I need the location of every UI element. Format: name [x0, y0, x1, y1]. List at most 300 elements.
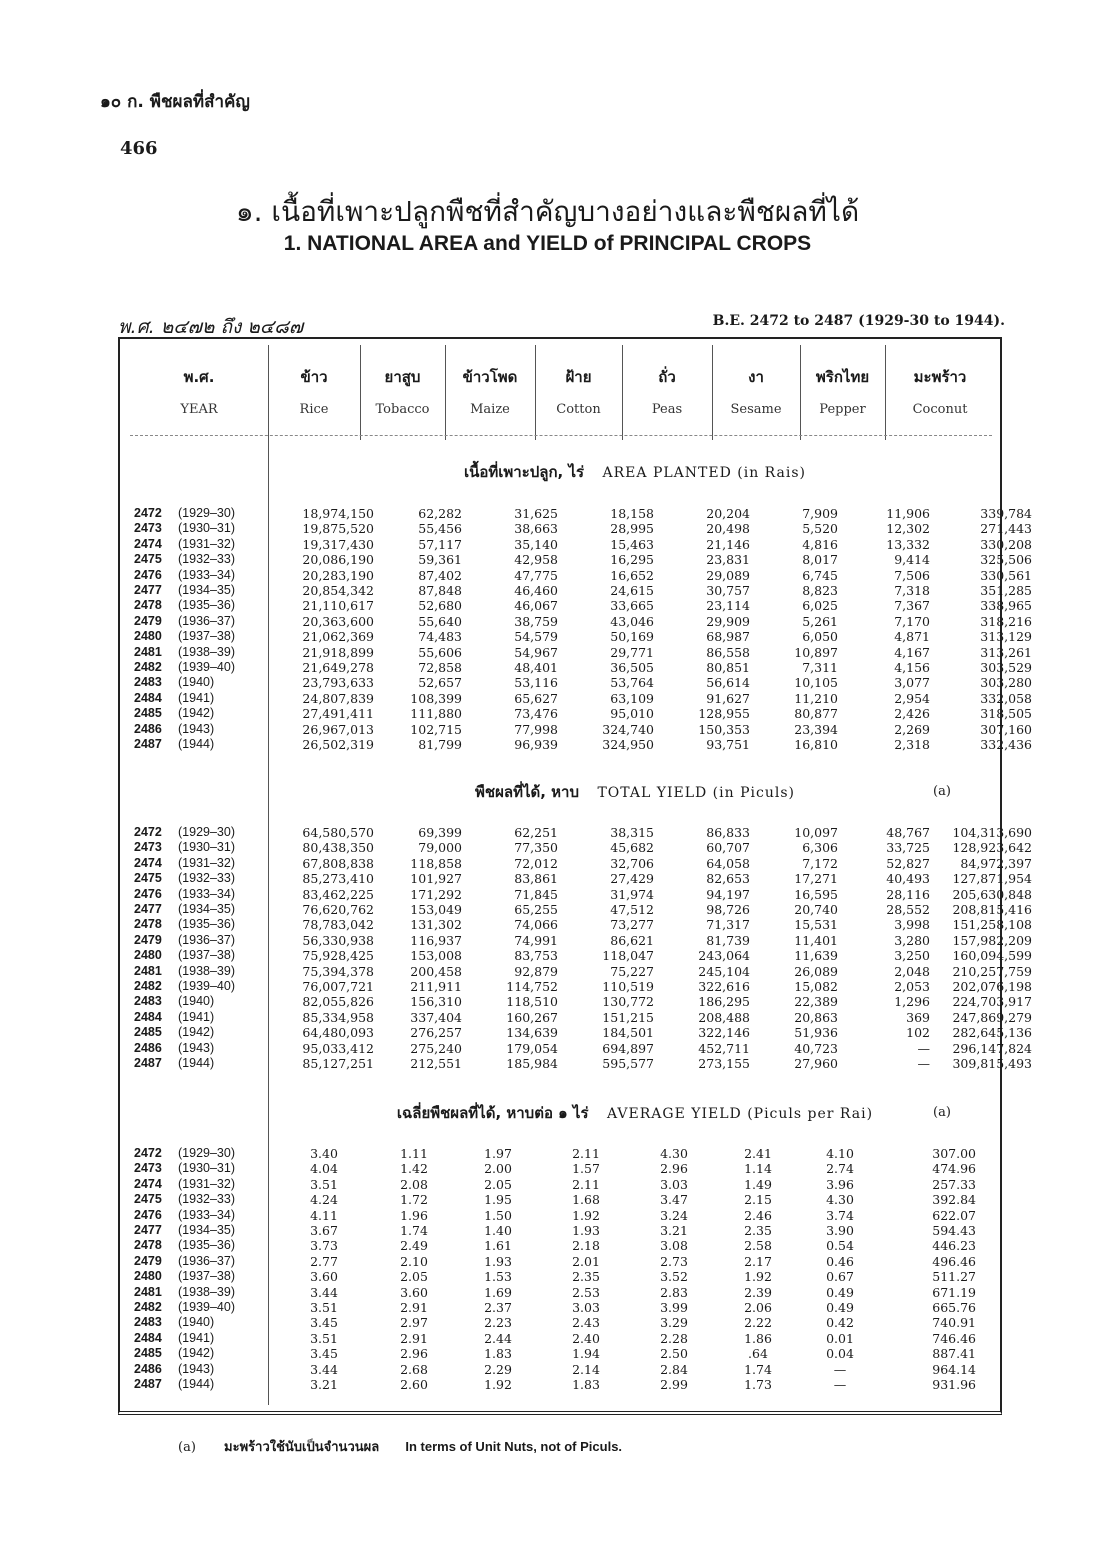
cell-peas: 3.99: [660, 1300, 688, 1316]
cell-peas: 21,146: [706, 536, 750, 552]
cell-tobacco: 2.05: [400, 1269, 428, 1285]
section-heading-english: TOTAL YIELD (in Piculs): [597, 785, 795, 801]
cell-maize: 74,991: [514, 932, 558, 948]
year-be: 2473: [134, 521, 162, 536]
year-be: 2481: [134, 1284, 162, 1299]
cell-tobacco: 101,927: [410, 871, 462, 887]
cell-maize: 1.69: [484, 1284, 512, 1300]
cell-maize: 118,510: [506, 994, 558, 1010]
cell-sesame: 1.14: [744, 1161, 772, 1177]
cell-peas: 3.47: [660, 1192, 688, 1208]
table-row: [130, 994, 1040, 1009]
footnote-thai: มะพร้าวใช้นับเป็นจำนวนผล: [224, 1440, 380, 1455]
year-ad: (1941): [178, 1330, 215, 1345]
cell-rice: 23,793,633: [302, 675, 374, 691]
cell-maize: 1.40: [484, 1223, 512, 1239]
cell-rice: 3.51: [310, 1300, 338, 1316]
col-header-pepper-thai: พริกไทย: [815, 368, 870, 386]
table-row: [130, 1223, 986, 1238]
cell-maize: 77,350: [514, 840, 558, 856]
cell-pepper: 11,906: [886, 506, 930, 521]
section-heading-thai: เฉลี่ยพืชผลที่ได้, หาบต่อ ๑ ไร่: [396, 1104, 589, 1122]
cell-peas: 2.28: [660, 1330, 688, 1346]
cell-coconut: 887.41: [932, 1346, 976, 1362]
cell-cotton: 63,109: [610, 690, 654, 706]
cell-peas: 4.30: [660, 1146, 688, 1161]
cell-tobacco: 2.96: [400, 1346, 428, 1362]
cell-sesame: .64: [748, 1346, 768, 1362]
year-ad: (1942): [178, 1025, 215, 1040]
cell-cotton: 28,995: [610, 521, 654, 537]
year-ad: (1932–33): [178, 1192, 235, 1207]
cell-peas: 82,653: [706, 871, 750, 887]
cell-pepper: 3.74: [826, 1207, 854, 1223]
cell-tobacco: 200,458: [410, 963, 462, 979]
table-row: [130, 1346, 986, 1361]
table-row: [130, 1161, 986, 1176]
cell-pepper: 28,552: [886, 902, 930, 918]
table-row: [130, 706, 1040, 721]
cell-maize: 2.44: [484, 1330, 512, 1346]
year-ad: (1934–35): [178, 902, 235, 917]
cell-cotton: 2.11: [572, 1176, 600, 1192]
table-row: [130, 1269, 986, 1284]
table-row: [130, 825, 1040, 840]
table-row: [130, 964, 1040, 979]
cell-coconut: 205,630,848: [952, 886, 1032, 902]
cell-sesame: 20,740: [794, 902, 838, 918]
cell-peas: 20,204: [706, 506, 750, 521]
col-header-rice: Rice: [299, 402, 329, 417]
cell-cotton: 1.68: [572, 1192, 600, 1208]
table-row: [130, 979, 1040, 994]
table-row: [130, 598, 1040, 613]
cell-peas: 64,058: [706, 855, 750, 871]
cell-coconut: 594.43: [932, 1223, 976, 1239]
cell-coconut: 332,058: [980, 690, 1032, 706]
cell-coconut: 84,972,397: [960, 855, 1032, 871]
cell-maize: 1.50: [484, 1207, 512, 1223]
cell-pepper: 0.46: [826, 1253, 854, 1269]
cell-sesame: 80,877: [794, 706, 838, 722]
cell-rice: 56,330,938: [302, 932, 374, 948]
cell-cotton: 1.83: [572, 1377, 600, 1393]
year-be: 2483: [134, 1315, 162, 1330]
cell-maize: 73,476: [514, 706, 558, 722]
cell-cotton: 1.92: [572, 1207, 600, 1223]
cell-pepper: 0.67: [826, 1269, 854, 1285]
cell-cotton: 31,974: [610, 886, 654, 902]
cell-maize: 1.97: [484, 1146, 512, 1161]
cell-rice: 21,649,278: [302, 660, 374, 676]
year-ad: (1943): [178, 721, 215, 736]
cell-coconut: 740.91: [932, 1315, 976, 1331]
table-row: [130, 1285, 986, 1300]
cell-cotton: 2.53: [572, 1284, 600, 1300]
cell-tobacco: 87,402: [418, 567, 462, 583]
cell-coconut: 307,160: [980, 721, 1032, 737]
cell-coconut: 474.96: [932, 1161, 976, 1177]
cell-tobacco: 2.10: [400, 1253, 428, 1269]
cell-peas: 3.29: [660, 1315, 688, 1331]
year-be: 2480: [134, 629, 162, 644]
cell-pepper: 3,998: [894, 917, 930, 933]
cell-tobacco: 87,848: [418, 583, 462, 599]
cell-coconut: 210,257,759: [952, 963, 1032, 979]
year-ad: (1929–30): [178, 1146, 235, 1160]
cell-cotton: 2.14: [572, 1361, 600, 1377]
cell-maize: 1.92: [484, 1377, 512, 1393]
cell-sesame: 26,089: [794, 963, 838, 979]
cell-coconut: 160,094,599: [952, 948, 1032, 964]
cell-sesame: 6,745: [802, 567, 838, 583]
cell-peas: 2.73: [660, 1253, 688, 1269]
cell-coconut: 151,258,108: [952, 917, 1032, 933]
column-divider: [712, 345, 713, 440]
col-header-year-thai: พ.ศ.: [183, 368, 215, 386]
year-be: 2486: [134, 721, 162, 736]
cell-rice: 26,502,319: [302, 737, 374, 753]
cell-pepper: 0.49: [826, 1284, 854, 1300]
year-be: 2481: [134, 963, 162, 978]
cell-tobacco: 337,404: [410, 1009, 462, 1025]
column-divider: [800, 345, 801, 440]
year-ad: (1935–36): [178, 917, 235, 932]
cell-rice: 67,808,838: [302, 855, 374, 871]
cell-cotton: 2.11: [572, 1146, 600, 1161]
year-be: 2487: [134, 737, 162, 752]
year-be: 2472: [134, 1146, 162, 1160]
table-row: [130, 506, 1040, 521]
footnote: [178, 1436, 622, 1457]
cell-coconut: 128,923,642: [952, 840, 1032, 856]
cell-cotton: 53,764: [610, 675, 654, 691]
cell-coconut: 307.00: [932, 1146, 976, 1161]
cell-maize: 160,267: [506, 1009, 558, 1025]
cell-pepper: 2,954: [894, 690, 930, 706]
table-row: [130, 1254, 986, 1269]
cell-maize: 54,579: [514, 629, 558, 645]
year-be: 2474: [134, 1176, 162, 1191]
table-row: [130, 1362, 986, 1377]
cell-peas: 3.24: [660, 1207, 688, 1223]
area-planted-table: [130, 506, 1040, 753]
column-divider: [445, 345, 446, 440]
cell-maize: 2.37: [484, 1300, 512, 1316]
year-ad: (1940): [178, 1315, 215, 1330]
cell-rice: 21,062,369: [302, 629, 374, 645]
cell-peas: 81,739: [706, 932, 750, 948]
cell-cotton: 1.93: [572, 1223, 600, 1239]
cell-pepper: 7,506: [894, 567, 930, 583]
cell-cotton: 45,682: [610, 840, 654, 856]
section-heading-total-yield: [270, 780, 1000, 804]
cell-maize: 35,140: [514, 536, 558, 552]
cell-cotton: 29,771: [610, 644, 654, 660]
cell-coconut: 338,965: [980, 598, 1032, 614]
period-thai: พ.ศ. ๒๔๗๒ ถึง ๒๔๘๗: [118, 316, 304, 338]
period-english: B.E. 2472 to 2487 (1929-30 to 1944).: [712, 313, 1005, 329]
cell-rice: 78,783,042: [302, 917, 374, 933]
column-divider: [885, 345, 886, 440]
cell-cotton: 2.01: [572, 1253, 600, 1269]
cell-peas: 80,851: [706, 660, 750, 676]
year-be: 2474: [134, 855, 162, 870]
year-be: 2485: [134, 1025, 162, 1040]
cell-sesame: 16,810: [794, 737, 838, 753]
cell-maize: 46,460: [514, 583, 558, 599]
cell-sesame: 2.22: [744, 1315, 772, 1331]
cell-rice: 95,033,412: [302, 1040, 374, 1056]
cell-sesame: 2.15: [744, 1192, 772, 1208]
cell-rice: 76,007,721: [302, 979, 374, 995]
table-row: [130, 537, 1040, 552]
cell-coconut: 282,645,136: [952, 1025, 1032, 1041]
year-ad: (1942): [178, 706, 215, 721]
cell-peas: 86,833: [706, 825, 750, 840]
cell-peas: 86,558: [706, 644, 750, 660]
cell-pepper: 4,167: [894, 644, 930, 660]
cell-rice: 20,363,600: [302, 613, 374, 629]
table-row: [130, 614, 1040, 629]
cell-tobacco: 2.91: [400, 1300, 428, 1316]
year-be: 2473: [134, 1161, 162, 1176]
cell-peas: 98,726: [706, 902, 750, 918]
column-divider: [622, 345, 623, 440]
cell-peas: 128,955: [698, 706, 750, 722]
cell-tobacco: 74,483: [418, 629, 462, 645]
cell-cotton: 2.18: [572, 1238, 600, 1254]
cell-maize: 92,879: [514, 963, 558, 979]
year-be: 2472: [134, 506, 162, 520]
cell-maize: 2.23: [484, 1315, 512, 1331]
cell-maize: 2.00: [484, 1161, 512, 1177]
cell-tobacco: 52,680: [418, 598, 462, 614]
cell-cotton: 130,772: [602, 994, 654, 1010]
cell-pepper: 48,767: [886, 825, 930, 840]
cell-coconut: 104,313,690: [952, 825, 1032, 840]
cell-maize: 65,255: [514, 902, 558, 918]
cell-peas: 3.08: [660, 1238, 688, 1254]
table-row: [130, 1177, 986, 1192]
year-ad: (1943): [178, 1361, 215, 1376]
cell-coconut: 313,129: [980, 629, 1032, 645]
cell-sesame: 2.06: [744, 1300, 772, 1316]
cell-rice: 83,462,225: [302, 886, 374, 902]
cell-pepper: 13,332: [886, 536, 930, 552]
cell-cotton: 3.03: [572, 1300, 600, 1316]
cell-maize: 114,752: [506, 979, 558, 995]
table-row: [130, 568, 1040, 583]
cell-pepper: 369: [906, 1009, 930, 1025]
cell-sesame: 6,306: [802, 840, 838, 856]
cell-tobacco: 81,799: [418, 737, 462, 753]
cell-rice: 82,055,826: [302, 994, 374, 1010]
year-be: 2472: [134, 825, 162, 839]
year-ad: (1937–38): [178, 629, 235, 644]
cell-sesame: 4,816: [802, 536, 838, 552]
col-header-peas: Peas: [651, 402, 683, 417]
cell-rice: 3.51: [310, 1330, 338, 1346]
cell-peas: 29,089: [706, 567, 750, 583]
cell-rice: 19,875,520: [302, 521, 374, 537]
year-be: 2485: [134, 706, 162, 721]
cell-rice: 3.40: [310, 1146, 338, 1161]
cell-rice: 76,620,762: [302, 902, 374, 918]
cell-peas: 94,197: [706, 886, 750, 902]
year-be: 2484: [134, 690, 162, 705]
cell-maize: 2.05: [484, 1176, 512, 1192]
cell-sesame: 11,639: [794, 948, 838, 964]
col-header-coconut-thai: มะพร้าว: [913, 368, 967, 386]
cell-rice: 20,283,190: [302, 567, 374, 583]
year-ad: (1932–33): [178, 552, 235, 567]
cell-coconut: 257.33: [932, 1176, 976, 1192]
cell-coconut: 392.84: [932, 1192, 976, 1208]
cell-maize: 77,998: [514, 721, 558, 737]
cell-maize: 46,067: [514, 598, 558, 614]
cell-pepper: 3,077: [894, 675, 930, 691]
year-ad: (1936–37): [178, 613, 235, 628]
year-ad: (1944): [178, 737, 215, 752]
cell-coconut: 671.19: [932, 1284, 976, 1300]
section-heading-area: [270, 460, 1000, 484]
cell-maize: 134,639: [506, 1025, 558, 1041]
year-ad: (1937–38): [178, 948, 235, 963]
cell-coconut: 351,285: [980, 583, 1032, 599]
year-ad: (1933–34): [178, 886, 235, 901]
cell-peas: 150,353: [698, 721, 750, 737]
cell-cotton: 16,652: [610, 567, 654, 583]
cell-peas: 23,114: [706, 598, 750, 614]
cell-pepper: 0.54: [826, 1238, 854, 1254]
year-be: 2482: [134, 660, 162, 675]
cell-tobacco: 79,000: [418, 840, 462, 856]
cell-maize: 65,627: [514, 690, 558, 706]
cell-sesame: 11,210: [794, 690, 838, 706]
year-ad: (1930–31): [178, 521, 235, 536]
cell-pepper: 4,871: [894, 629, 930, 645]
cell-rice: 3.44: [310, 1284, 338, 1300]
cell-maize: 2.29: [484, 1361, 512, 1377]
cell-cotton: 16,295: [610, 552, 654, 568]
cell-sesame: 8,823: [802, 583, 838, 599]
cell-peas: 2.83: [660, 1284, 688, 1300]
cell-cotton: 38,315: [610, 825, 654, 840]
year-ad: (1929–30): [178, 825, 235, 839]
section-code: ๑๐ ก. พืชผลที่สำคัญ: [100, 92, 250, 112]
table-row: [130, 1146, 986, 1161]
cell-rice: 4.11: [310, 1207, 338, 1223]
cell-rice: 20,086,190: [302, 552, 374, 568]
cell-coconut: 247,869,279: [952, 1009, 1032, 1025]
cell-coconut: 446.23: [932, 1238, 976, 1254]
year-be: 2487: [134, 1377, 162, 1392]
year-be: 2475: [134, 552, 162, 567]
cell-tobacco: 153,049: [410, 902, 462, 918]
cell-coconut: 127,871,954: [952, 871, 1032, 887]
table-row: [130, 1041, 1040, 1056]
year-ad: (1939–40): [178, 660, 235, 675]
year-ad: (1936–37): [178, 932, 235, 947]
cell-cotton: 2.40: [572, 1330, 600, 1346]
cell-maize: 38,759: [514, 613, 558, 629]
cell-pepper: 2,053: [894, 979, 930, 995]
table-row: [130, 902, 1040, 917]
cell-peas: 23,831: [706, 552, 750, 568]
year-ad: (1936–37): [178, 1253, 235, 1268]
cell-sesame: 2.17: [744, 1253, 772, 1269]
cell-cotton: 1.57: [572, 1161, 600, 1177]
cell-peas: 20,498: [706, 521, 750, 537]
cell-pepper: 7,170: [894, 613, 930, 629]
cell-maize: 83,753: [514, 948, 558, 964]
cell-maize: 1.95: [484, 1192, 512, 1208]
year-be: 2486: [134, 1361, 162, 1376]
cell-sesame: 2.58: [744, 1238, 772, 1254]
col-header-sesame: Sesame: [730, 402, 782, 417]
cell-peas: 2.84: [660, 1361, 688, 1377]
cell-rice: 75,394,378: [302, 963, 374, 979]
title-thai: ๑. เนื้อที่เพาะปลูกพืชที่สำคัญบางอย่างและพืชผลที่ได้: [235, 195, 860, 228]
col-header-peas-thai: ถั่ว: [658, 368, 676, 386]
year-be: 2478: [134, 917, 162, 932]
footnote-english: In terms of Unit Nuts, not of Piculs.: [405, 1439, 623, 1454]
year-be: 2479: [134, 1253, 162, 1268]
year-ad: (1938–39): [178, 963, 235, 978]
year-ad: (1939–40): [178, 1300, 235, 1315]
section-heading-thai: เนื้อที่เพาะปลูก, ไร่: [463, 463, 585, 481]
cell-pepper: 0.04: [826, 1346, 854, 1362]
cell-rice: 64,480,093: [302, 1025, 374, 1041]
year-ad: (1941): [178, 1009, 215, 1024]
cell-tobacco: 131,302: [410, 917, 462, 933]
cell-rice: 20,854,342: [302, 583, 374, 599]
cell-tobacco: 59,361: [418, 552, 462, 568]
cell-cotton: 50,169: [610, 629, 654, 645]
cell-coconut: 496.46: [932, 1253, 976, 1269]
year-be: 2476: [134, 567, 162, 582]
year-be: 2482: [134, 979, 162, 994]
cell-cotton: 1.94: [572, 1346, 600, 1362]
col-header-coconut: Coconut: [912, 402, 968, 417]
cell-tobacco: 1.72: [400, 1192, 428, 1208]
cell-maize: 179,054: [506, 1040, 558, 1056]
cell-pepper: 0.49: [826, 1300, 854, 1316]
cell-pepper: 2,269: [894, 721, 930, 737]
table-row: [130, 1300, 986, 1315]
cell-peas: 186,295: [698, 994, 750, 1010]
cell-peas: 68,987: [706, 629, 750, 645]
table-row: [130, 1192, 986, 1207]
cell-tobacco: 2.08: [400, 1176, 428, 1192]
cell-sesame: 23,394: [794, 721, 838, 737]
cell-pepper: 1,296: [894, 994, 930, 1010]
cell-cotton: 75,227: [610, 963, 654, 979]
cell-coconut: 330,208: [980, 536, 1032, 552]
cell-sesame: 7,311: [802, 660, 838, 676]
section-heading-thai: พืชผลที่ได้, หาบ: [475, 783, 580, 801]
year-be: 2487: [134, 1056, 162, 1071]
col-header-maize: Maize: [470, 402, 510, 417]
cell-pepper: 102: [906, 1025, 930, 1041]
cell-pepper: 12,302: [886, 521, 930, 537]
cell-tobacco: 171,292: [410, 886, 462, 902]
year-be: 2480: [134, 948, 162, 963]
cell-rice: 3.21: [310, 1377, 338, 1393]
cell-peas: 3.21: [660, 1223, 688, 1239]
table-row: [130, 691, 1040, 706]
